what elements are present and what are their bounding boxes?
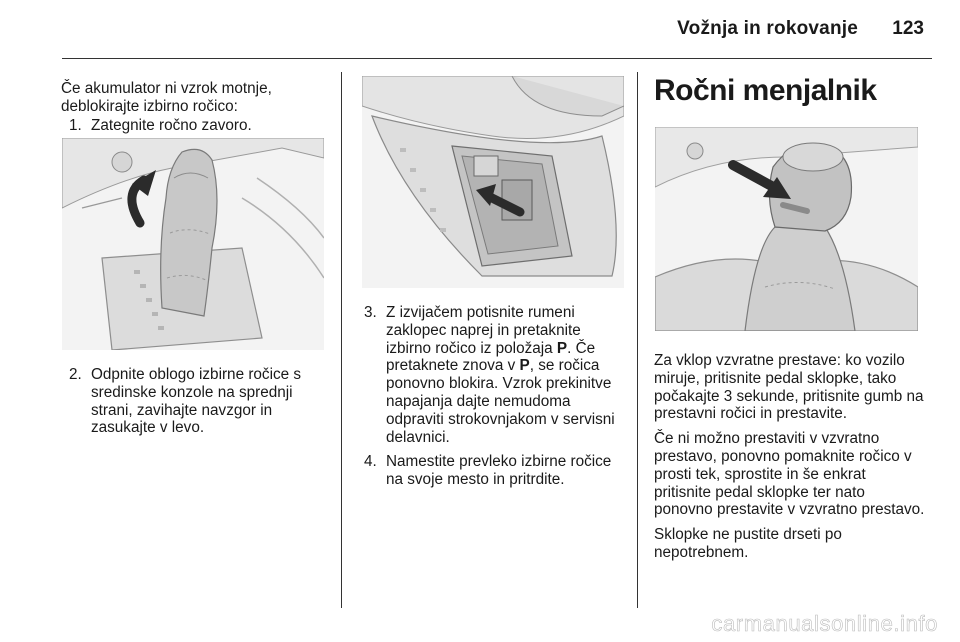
paragraph-clutch: Sklopke ne pustite drseti po nepotrebnem. — [654, 526, 842, 561]
step-number: 2. — [69, 366, 82, 383]
watermark: carmanualsonline.info — [711, 611, 938, 636]
step-text: Odpnite oblogo izbirne ročice s sredinske konzole na sprednji strani, zavihajte navzgor in zasukajte v levo. — [91, 366, 302, 437]
right-column-body — [654, 352, 926, 562]
intro-paragraph: Če akumulator ni vzrok motnje, deblokirajte izbirno ročico: — [61, 80, 272, 115]
paragraph-reverse-gear: Za vklop vzvratne prestave: ko vozilo miruje, pritisnite pedal sklopke, tako počakajte 3 sekunde, pritisnite gumb na prestavni ročici in prestavite. — [654, 352, 924, 423]
running-header-title: Vožnja in rokovanje — [677, 18, 858, 39]
step-text: Namestite prevleko izbirne ročice na svoje mesto in pritrdite. — [386, 453, 612, 489]
step-3 — [364, 304, 626, 446]
middle-column — [364, 304, 626, 489]
steps-list-1 — [61, 117, 333, 135]
step-number: 3. — [364, 304, 377, 321]
step-number: 1. — [69, 116, 82, 134]
step-text: Z izvijačem potisnite rumeni zaklopec naprej in pretaknite izbirno ročico iz položaja P. Če pretaknete znova v P, se ročica ponovno blokira. Vzrok prekinitve napajanja dajte nemudoma odpraviti strokovnjakom v servisni delavnici. — [386, 304, 615, 446]
console-mechanism-illustration — [362, 76, 624, 288]
manual-gearshift-illustration — [655, 127, 918, 331]
column-divider-left — [341, 72, 342, 608]
header-rule — [62, 58, 932, 59]
step-2 — [69, 366, 333, 437]
manual-gearshift-drawing — [655, 127, 918, 331]
right-column-heading — [654, 74, 926, 108]
left-column-lower — [61, 366, 333, 437]
position-p-label: P — [519, 357, 530, 375]
steps-list-3 — [364, 304, 626, 489]
column-divider-right — [637, 72, 638, 608]
gear-selector-drawing — [62, 138, 324, 350]
steps-list-2 — [61, 366, 333, 437]
paragraph-retry: Če ni možno prestaviti v vzvratno prestavo, ponovno pomaknite ročico v prosti tek, sprostite in še enkrat pritisnite pedal sklopke ter nato ponovno prestavite v vzvratno prestavo. — [654, 430, 925, 519]
step-number: 4. — [364, 453, 377, 471]
step-text: Zategnite ročno zavoro. — [91, 116, 252, 134]
console-mechanism-drawing — [362, 76, 624, 288]
step-1 — [69, 117, 333, 135]
gear-selector-illustration — [62, 138, 324, 350]
page-number: 123 — [892, 18, 924, 39]
position-p-label: P — [556, 339, 568, 357]
left-column — [61, 80, 333, 134]
step-4 — [364, 453, 626, 489]
section-title: Ročni menjalnik — [654, 74, 877, 107]
